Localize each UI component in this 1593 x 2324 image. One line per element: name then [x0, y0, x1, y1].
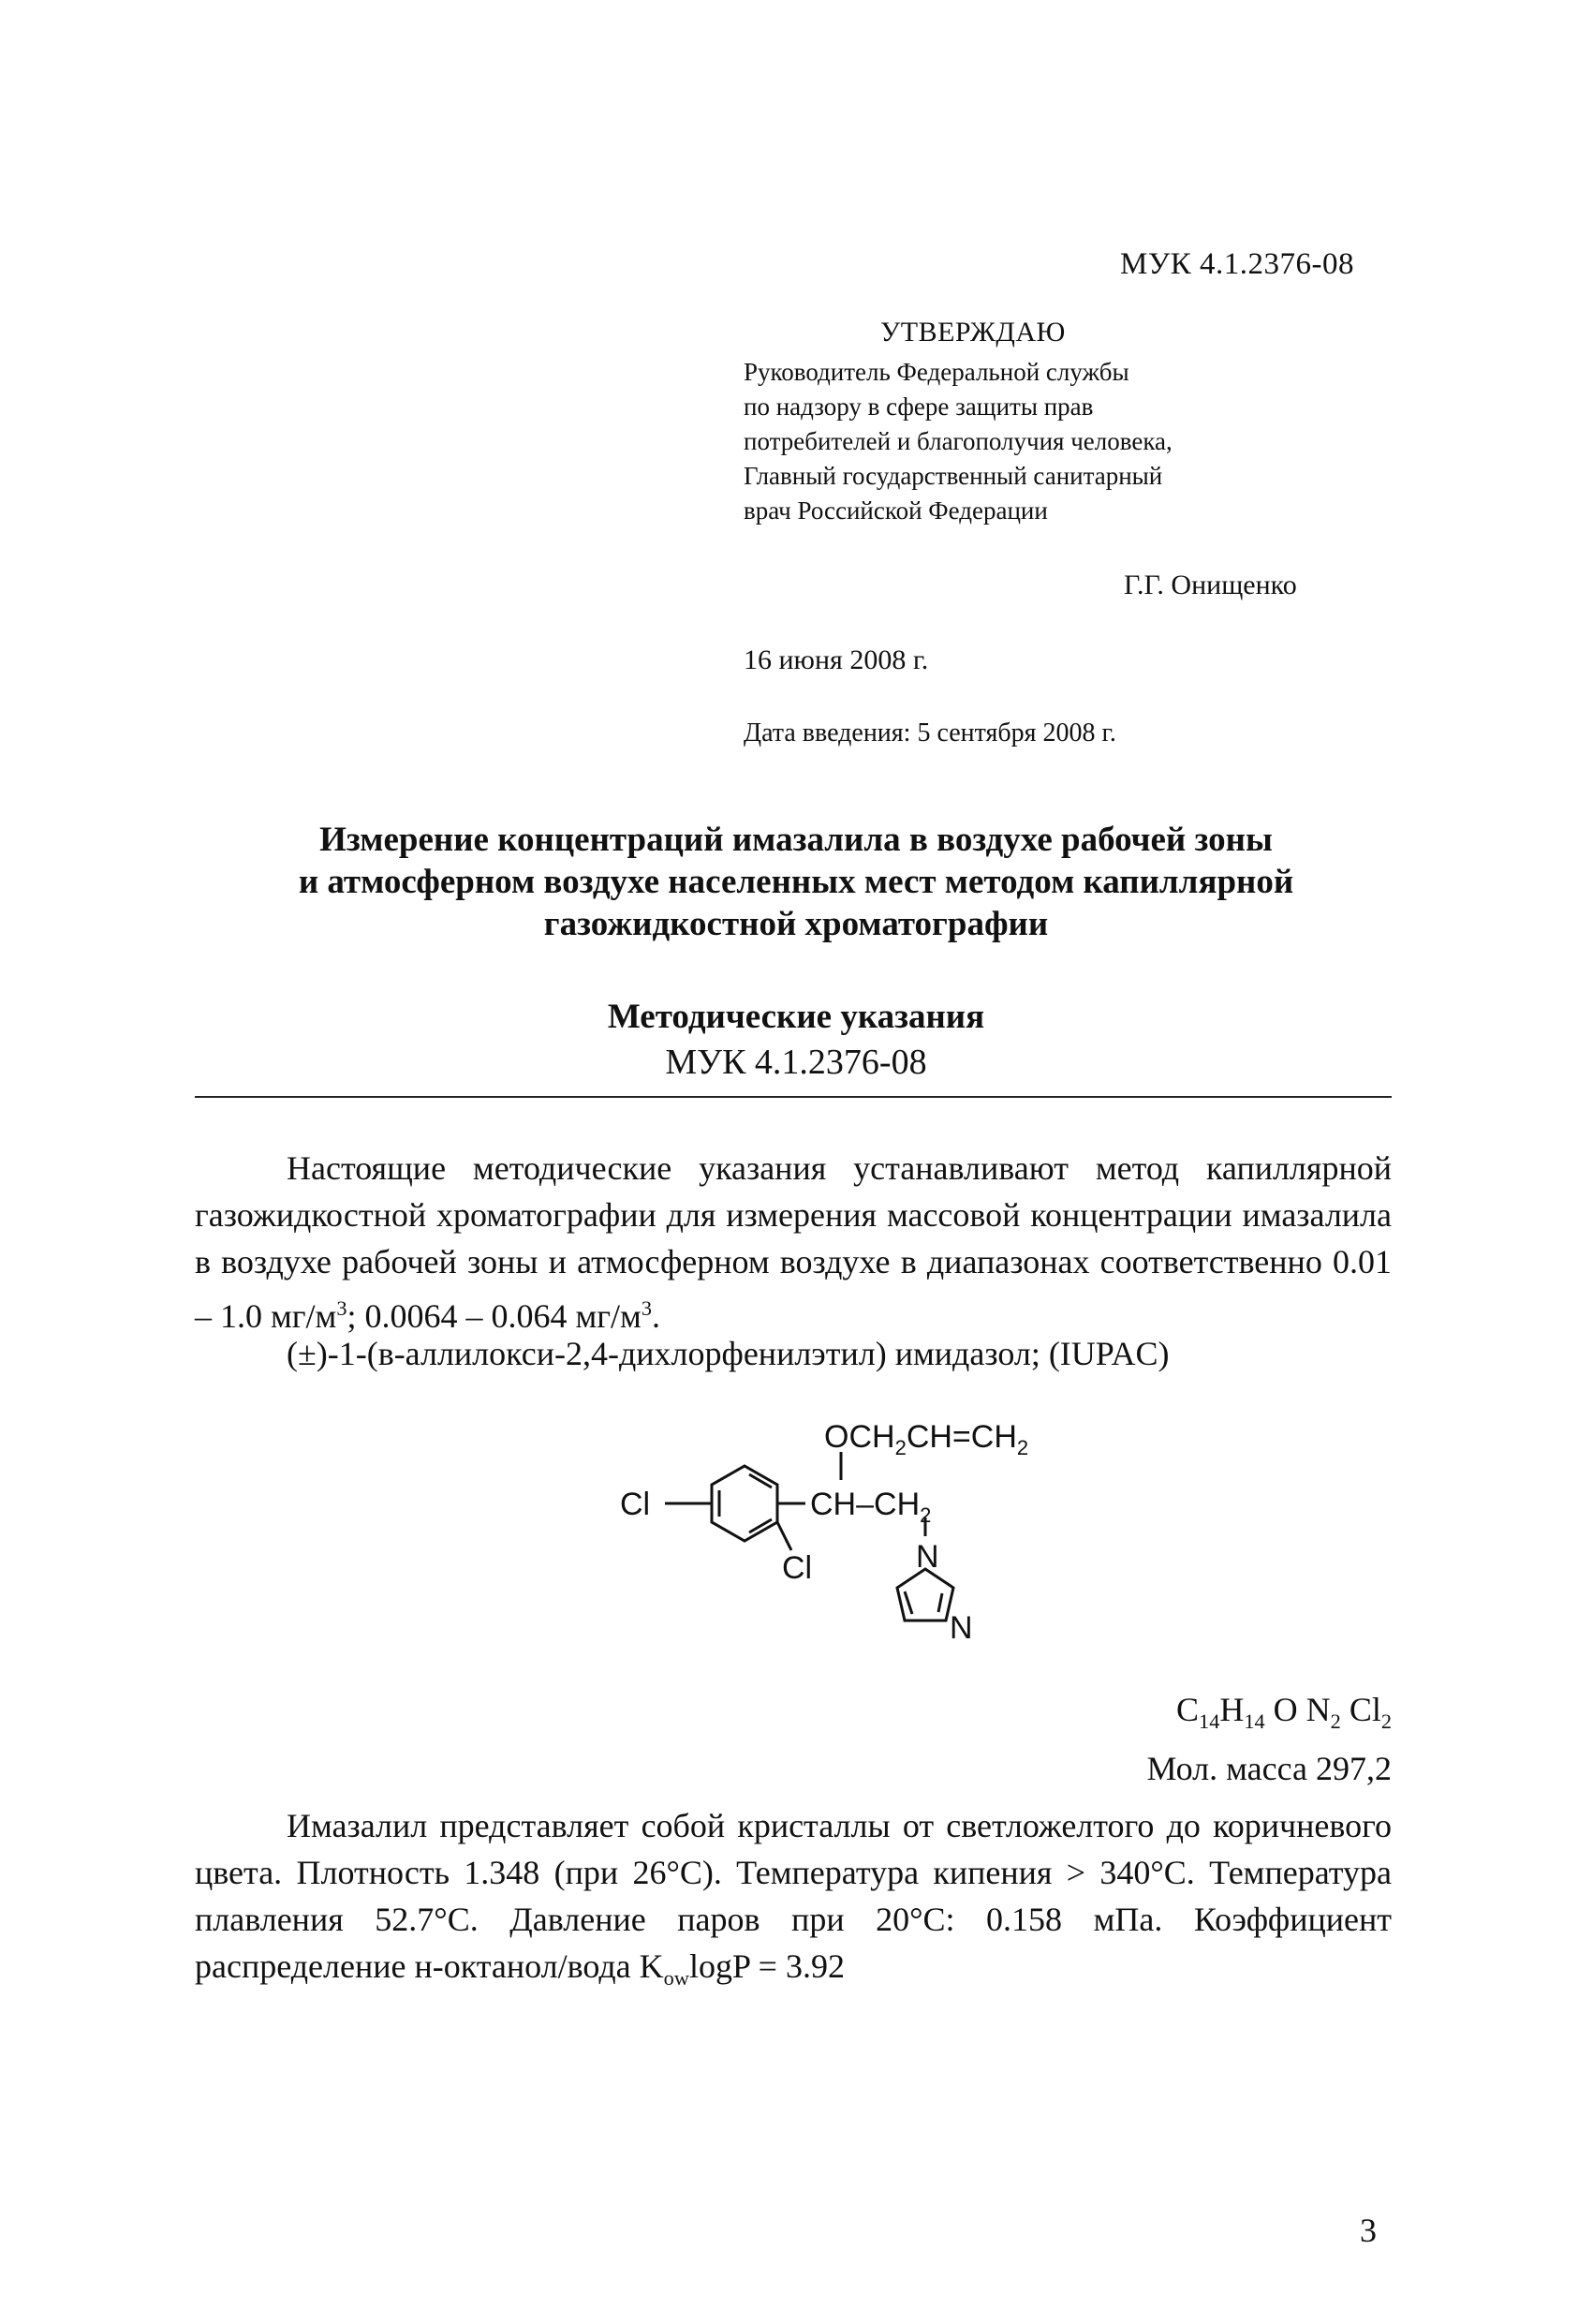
signer-name: Г.Г. Онищенко — [1124, 570, 1297, 600]
title-line: и атмосферном воздухе населенных мест методом капиллярной — [298, 863, 1294, 901]
title-line: газожидкостной хроматографии — [543, 905, 1049, 943]
approval-line: потребителей и благополучия человека, — [744, 427, 1173, 455]
document-code-header: МУК 4.1.2376-08 — [1120, 247, 1354, 281]
structural-formula — [599, 1410, 1030, 1653]
allyloxy-group: $OCH_2CH=CH_2$ — [824, 1419, 1029, 1459]
approval-date: 16 июня 2008 г. — [744, 644, 929, 675]
document-title — [187, 819, 1405, 945]
page-number: 3 — [1360, 2212, 1377, 2249]
chlorine-bottom: Cl — [782, 1550, 813, 1586]
approval-block — [744, 315, 1324, 528]
intro-paragraph: Настоящие методические указания устанавливают метод капиллярной газожидкостной хроматографии для измерения массовой концентрации имазалила в воздухе рабочей зоны и атмосферном воздухе в диапазонах соответственно 0.01 – 1.0 $мг/м^3$; 0.0064 – 0.064 $мг/м^3$. — [195, 1149, 1392, 1335]
benzene-ring — [712, 1466, 777, 1541]
approval-heading: УТВЕРЖДАЮ — [880, 317, 1066, 348]
nitrogen-bottom: N — [950, 1610, 973, 1646]
document-code: МУК 4.1.2376-08 — [665, 1043, 927, 1082]
approval-line: врач Российской Федерации — [744, 496, 1048, 525]
formula-line: $C_{14}H_{14}$ O $N_2$ $Cl_2$ — [1176, 1691, 1392, 1734]
molecular-formula — [1124, 1686, 1392, 1792]
approval-line: Руководитель Федеральной службы — [744, 358, 1129, 386]
molar-mass: Мол. масса 297,2 — [1146, 1750, 1392, 1788]
iupac-name: (±)-1-(в-аллилокси-2,4-дихлорфенилэтил) имидазол; (IUPAC) — [287, 1335, 1170, 1372]
approval-line: по надзору в сфере защиты прав — [744, 392, 1094, 421]
title-line: Измерение концентраций имазалила в воздухе рабочей зоны — [319, 821, 1273, 859]
properties-paragraph: Имазалил представляет собой кристаллы от светложелтого до коричневого цвета. Плотность 1.348 (при 26°С). Температура кипения > 340°С. Температура плавления 52.7°С. Давление паров при 20°С: 0.158 мПа. Коэффициент распределение н-октанол/вода $K_{ow}\log P = 3.92$ — [195, 1807, 1392, 1991]
approval-line: Главный государственный санитарный — [744, 462, 1163, 490]
horizontal-rule — [195, 1096, 1392, 1098]
ch-chain: $CH-CH_2$ — [810, 1487, 932, 1527]
chlorine-left: Cl — [620, 1487, 651, 1522]
nitrogen-top: N — [916, 1539, 939, 1575]
introduction-date: Дата введения: 5 сентября 2008 г. — [744, 718, 1116, 748]
document-subtitle: Методические указания — [607, 998, 985, 1036]
